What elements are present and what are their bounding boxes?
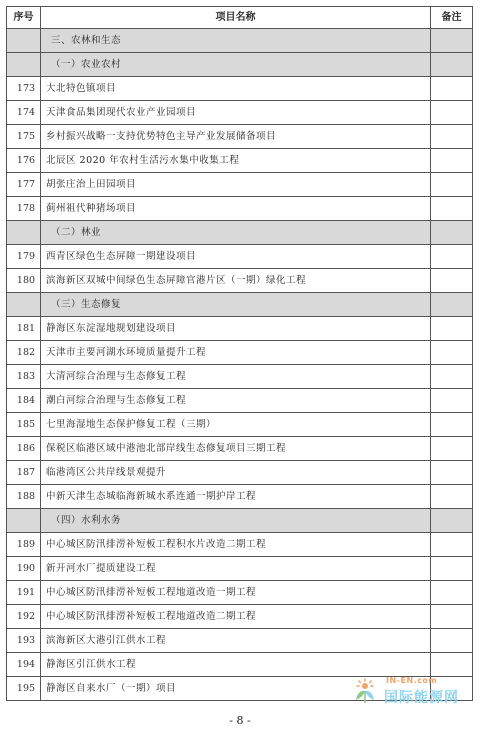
row-remarks [431,629,473,653]
project-name: 静海区自来水厂（一期）项目 [41,677,431,701]
table-row [7,437,473,461]
watermark [352,676,476,708]
section-title: （三）生态修复 [41,293,431,317]
row-remarks [431,29,473,53]
row-number: 183 [7,365,41,389]
row-number: 178 [7,197,41,221]
header-remarks: 备注 [431,7,473,29]
section-title: （二）林业 [41,221,431,245]
row-remarks [431,125,473,149]
row-number: 184 [7,389,41,413]
table-row [7,245,473,269]
row-remarks [431,533,473,557]
row-remarks [431,221,473,245]
table-row [7,269,473,293]
section-row [7,29,473,53]
row-remarks [431,101,473,125]
row-remarks [431,557,473,581]
row-number [7,53,41,77]
project-name: 中心城区防汛排涝补短板工程积水片改造二期工程 [41,533,431,557]
row-number [7,221,41,245]
project-name: 天津市主要河湖水环境质量提升工程 [41,341,431,365]
table-header-row [7,7,473,29]
table-row [7,341,473,365]
project-name: 中心城区防汛排涝补短板工程地道改造二期工程 [41,605,431,629]
section-title: 三、农林和生态 [41,29,431,53]
table-row [7,533,473,557]
header-number: 序号 [7,7,41,29]
row-number: 188 [7,485,41,509]
project-name: 静海区引江供水工程 [41,653,431,677]
project-name: 胡张庄治上田园项目 [41,173,431,197]
row-remarks [431,485,473,509]
row-remarks [431,581,473,605]
project-name: 中心城区防汛排涝补短板工程地道改造一期工程 [41,581,431,605]
project-name: 滨海新区大港引江供水工程 [41,629,431,653]
row-number: 193 [7,629,41,653]
table-row [7,629,473,653]
section-row [7,293,473,317]
table-row [7,653,473,677]
row-number: 173 [7,77,41,101]
table-row [7,197,473,221]
row-number: 195 [7,677,41,701]
row-remarks [431,53,473,77]
project-name: 静海区东淀湿地规划建设项目 [41,317,431,341]
project-name: 七里海湿地生态保护修复工程（三期） [41,413,431,437]
project-name: 蓟州祖代种猪场项目 [41,197,431,221]
project-name: 大北特色镇项目 [41,77,431,101]
section-row [7,509,473,533]
project-name: 新开河水厂提质建设工程 [41,557,431,581]
row-number [7,29,41,53]
watermark-site: IN-EN.com [386,676,438,685]
page-number: - 8 - [229,714,251,727]
table-row [7,77,473,101]
table-row [7,389,473,413]
row-number: 186 [7,437,41,461]
row-remarks [431,293,473,317]
row-number: 181 [7,317,41,341]
project-name: 潮白河综合治理与生态修复工程 [41,389,431,413]
row-remarks [431,173,473,197]
section-row [7,221,473,245]
row-number: 187 [7,461,41,485]
table-row [7,605,473,629]
header-project-name: 项目名称 [41,7,431,29]
row-number: 175 [7,125,41,149]
table-row [7,413,473,437]
row-number: 191 [7,581,41,605]
project-name: 西青区绿色生态屏障一期建设项目 [41,245,431,269]
row-remarks [431,461,473,485]
row-number [7,293,41,317]
row-number: 189 [7,533,41,557]
project-name: 保税区临港区域中港池北部岸线生态修复项目三期工程 [41,437,431,461]
row-remarks [431,437,473,461]
table-row [7,317,473,341]
table-row [7,485,473,509]
table-body [7,29,473,701]
row-remarks [431,197,473,221]
row-number [7,509,41,533]
table-row [7,581,473,605]
row-number: 180 [7,269,41,293]
row-remarks [431,509,473,533]
row-remarks [431,245,473,269]
sun-leaf-logo-icon [352,678,378,704]
row-remarks [431,149,473,173]
table-row [7,101,473,125]
row-remarks [431,77,473,101]
row-number: 192 [7,605,41,629]
row-remarks [431,605,473,629]
row-number: 185 [7,413,41,437]
row-number: 176 [7,149,41,173]
table-row [7,149,473,173]
row-number: 174 [7,101,41,125]
row-remarks [431,413,473,437]
table-row [7,461,473,485]
project-name: 乡村振兴战略一支持优势特色主导产业发展储备项目 [41,125,431,149]
row-remarks [431,653,473,677]
project-name: 天津食品集团现代农业产业园项目 [41,101,431,125]
row-number: 182 [7,341,41,365]
row-number: 179 [7,245,41,269]
section-title: （一）农业农村 [41,53,431,77]
watermark-name: 国际能源网 [384,690,459,706]
row-remarks [431,269,473,293]
project-name: 大清河综合治理与生态修复工程 [41,365,431,389]
row-number: 177 [7,173,41,197]
table-row [7,173,473,197]
section-title: （四）水利水务 [41,509,431,533]
row-remarks [431,317,473,341]
project-name: 滨海新区双城中间绿色生态屏障官港片区（一期）绿化工程 [41,269,431,293]
project-name: 临港湾区公共岸线景观提升 [41,461,431,485]
project-table [6,6,473,701]
section-row [7,53,473,77]
table-row [7,125,473,149]
row-number: 190 [7,557,41,581]
row-remarks [431,341,473,365]
table-row [7,365,473,389]
project-name: 中新天津生态城临海新城水系连通一期护岸工程 [41,485,431,509]
project-name: 北辰区 2020 年农村生活污水集中收集工程 [41,149,431,173]
row-number: 194 [7,653,41,677]
table-row [7,557,473,581]
row-remarks [431,365,473,389]
row-remarks [431,389,473,413]
